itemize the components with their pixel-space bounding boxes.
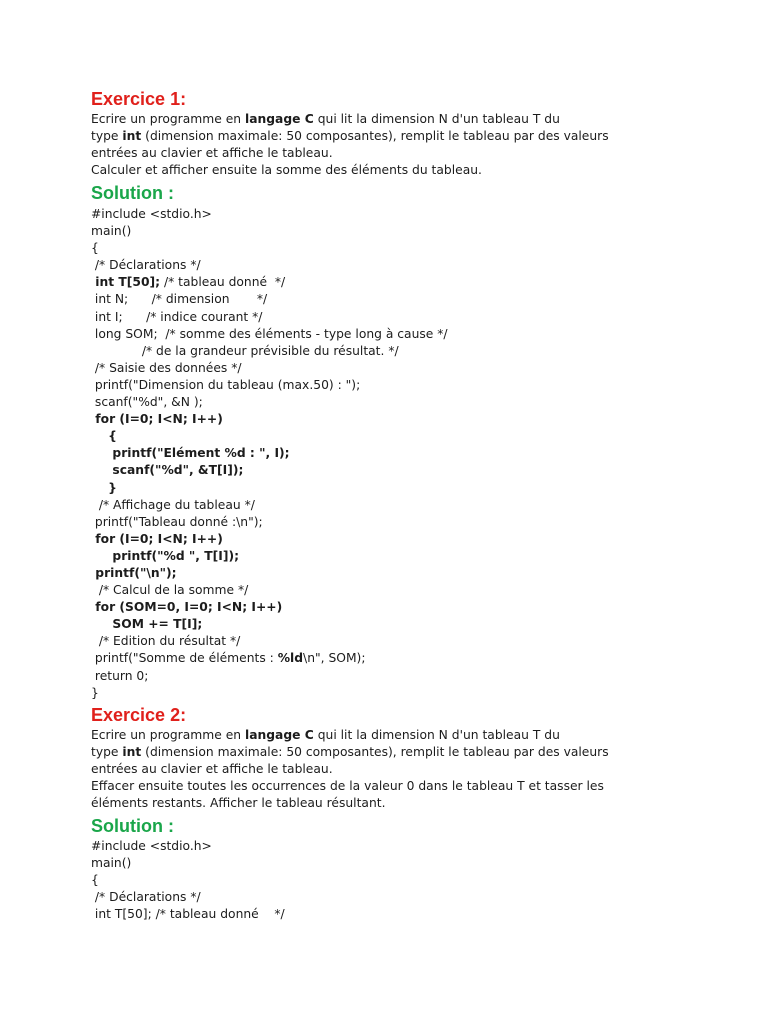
bold-run: for (I=0; I<N; I++) xyxy=(91,531,223,546)
text-run: /* Déclarations */ xyxy=(91,890,201,905)
exercise2-title xyxy=(91,704,748,726)
text-run: entrées au clavier et affiche le tableau. xyxy=(91,762,333,776)
text-line xyxy=(91,497,748,514)
text-run: /* Saisie des données */ xyxy=(91,360,242,375)
text-line xyxy=(91,727,748,744)
text-run: #include <stdio.h> xyxy=(91,839,212,853)
text-run: return 0; xyxy=(91,668,149,683)
bold-run: int xyxy=(122,745,142,759)
text-line xyxy=(91,428,748,445)
text-line xyxy=(91,445,748,462)
text-run: éléments restants. Afficher le tableau résultant. xyxy=(91,796,386,810)
bold-run: } xyxy=(91,480,117,495)
text-run: long SOM; /* somme des éléments - type long à cause */ xyxy=(91,326,448,341)
exercise1-heading: Exercice 1: xyxy=(91,89,187,109)
text-run: main() xyxy=(91,856,132,871)
solution2-code xyxy=(91,838,748,923)
text-run: Calculer et afficher ensuite la somme des éléments du tableau. xyxy=(91,163,482,177)
bold-run: { xyxy=(91,429,117,444)
text-line xyxy=(91,514,748,531)
text-line xyxy=(91,633,748,650)
text-line xyxy=(91,240,748,257)
solution1-code-text xyxy=(91,206,748,702)
bold-run: int T[50]; xyxy=(91,275,161,290)
text-run: Ecrire un programme en xyxy=(91,728,245,742)
text-line xyxy=(91,744,748,761)
text-line xyxy=(91,128,748,145)
exercise1-title xyxy=(91,88,748,110)
bold-run: for (I=0; I<N; I++) xyxy=(91,412,223,427)
text-line xyxy=(91,582,748,599)
text-run: } xyxy=(91,685,99,700)
text-line xyxy=(91,309,748,326)
text-run: /* tableau donné */ xyxy=(160,275,286,290)
solution1-heading: Solution : xyxy=(91,183,174,203)
bold-run: %ld xyxy=(277,651,304,666)
text-run: int T[50]; /* tableau donné */ xyxy=(91,907,285,922)
text-line xyxy=(91,565,748,582)
text-run: qui lit la dimension N d'un tableau T du xyxy=(313,728,560,742)
text-line xyxy=(91,111,748,128)
text-run: entrées au clavier et affiche le tableau. xyxy=(91,146,333,160)
text-line xyxy=(91,531,748,548)
solution1-code xyxy=(91,206,748,702)
exercise1-desc-text xyxy=(91,111,748,179)
text-run: /* Calcul de la somme */ xyxy=(91,583,249,598)
exercise1-description xyxy=(91,111,748,179)
text-run: (dimension maximale: 50 composantes), remplit le tableau par des valeurs xyxy=(141,129,609,143)
bold-run: printf("%d ", T[I]); xyxy=(91,548,240,563)
exercise2-desc-text xyxy=(91,727,748,812)
bold-run: printf("\n"); xyxy=(91,565,177,580)
text-line xyxy=(91,761,748,778)
text-run: (dimension maximale: 50 composantes), remplit le tableau par des valeurs xyxy=(141,745,609,759)
bold-run: int xyxy=(122,129,142,143)
text-run: /* Affichage du tableau */ xyxy=(91,497,255,512)
text-line xyxy=(91,377,748,394)
text-line xyxy=(91,668,748,685)
text-line xyxy=(91,795,748,812)
text-line xyxy=(91,685,748,702)
text-line xyxy=(91,616,748,633)
bold-run: for (SOM=0, I=0; I<N; I++) xyxy=(91,600,283,615)
text-line xyxy=(91,291,748,308)
text-line xyxy=(91,326,748,343)
text-line xyxy=(91,162,748,179)
text-run: int N; /* dimension */ xyxy=(91,292,268,307)
bold-run: SOM += T[I]; xyxy=(91,617,203,632)
text-run: printf("Somme de éléments : xyxy=(91,651,278,666)
bold-run: langage C xyxy=(244,112,314,126)
text-line xyxy=(91,838,748,855)
text-line xyxy=(91,257,748,274)
text-line xyxy=(91,343,748,360)
text-line xyxy=(91,906,748,923)
text-line xyxy=(91,778,748,795)
text-line xyxy=(91,462,748,479)
text-run: /* Déclarations */ xyxy=(91,258,201,273)
text-line xyxy=(91,223,748,240)
text-line xyxy=(91,360,748,377)
text-run: printf("Dimension du tableau (max.50) : "); xyxy=(91,377,361,392)
text-line xyxy=(91,650,748,667)
text-line xyxy=(91,411,748,428)
text-run: scanf("%d", &N ); xyxy=(91,395,203,410)
text-line xyxy=(91,145,748,162)
solution2-title xyxy=(91,815,748,837)
solution2-heading: Solution : xyxy=(91,816,174,836)
text-run: printf("Tableau donné :\n"); xyxy=(91,514,263,529)
text-run: \n", SOM); xyxy=(303,651,366,666)
exercise2-heading: Exercice 2: xyxy=(91,705,187,725)
text-run: #include <stdio.h> xyxy=(91,207,212,221)
text-line xyxy=(91,548,748,565)
text-run: { xyxy=(91,241,99,256)
text-line xyxy=(91,855,748,872)
bold-run: scanf("%d", &T[I]); xyxy=(91,463,244,478)
text-run: int I; /* indice courant */ xyxy=(91,309,263,324)
text-run: type xyxy=(91,745,123,759)
text-run: /* de la grandeur prévisible du résultat. */ xyxy=(91,343,399,358)
text-line xyxy=(91,206,748,223)
text-run: /* Edition du résultat */ xyxy=(91,634,241,649)
solution1-title xyxy=(91,182,748,204)
text-line xyxy=(91,872,748,889)
bold-run: langage C xyxy=(244,728,314,742)
text-run: type xyxy=(91,129,123,143)
text-run: main() xyxy=(91,224,132,239)
text-run: Effacer ensuite toutes les occurrences de la valeur 0 dans le tableau T et tasser les xyxy=(91,779,604,793)
text-line xyxy=(91,480,748,497)
text-line xyxy=(91,274,748,291)
text-run: { xyxy=(91,873,99,888)
exercise2-description xyxy=(91,727,748,812)
text-line xyxy=(91,599,748,616)
text-run: qui lit la dimension N d'un tableau T du xyxy=(313,112,560,126)
text-line xyxy=(91,394,748,411)
text-run: Ecrire un programme en xyxy=(91,112,245,126)
bold-run: printf("Elément %d : ", I); xyxy=(91,446,290,461)
text-line xyxy=(91,889,748,906)
solution2-code-text xyxy=(91,838,748,923)
